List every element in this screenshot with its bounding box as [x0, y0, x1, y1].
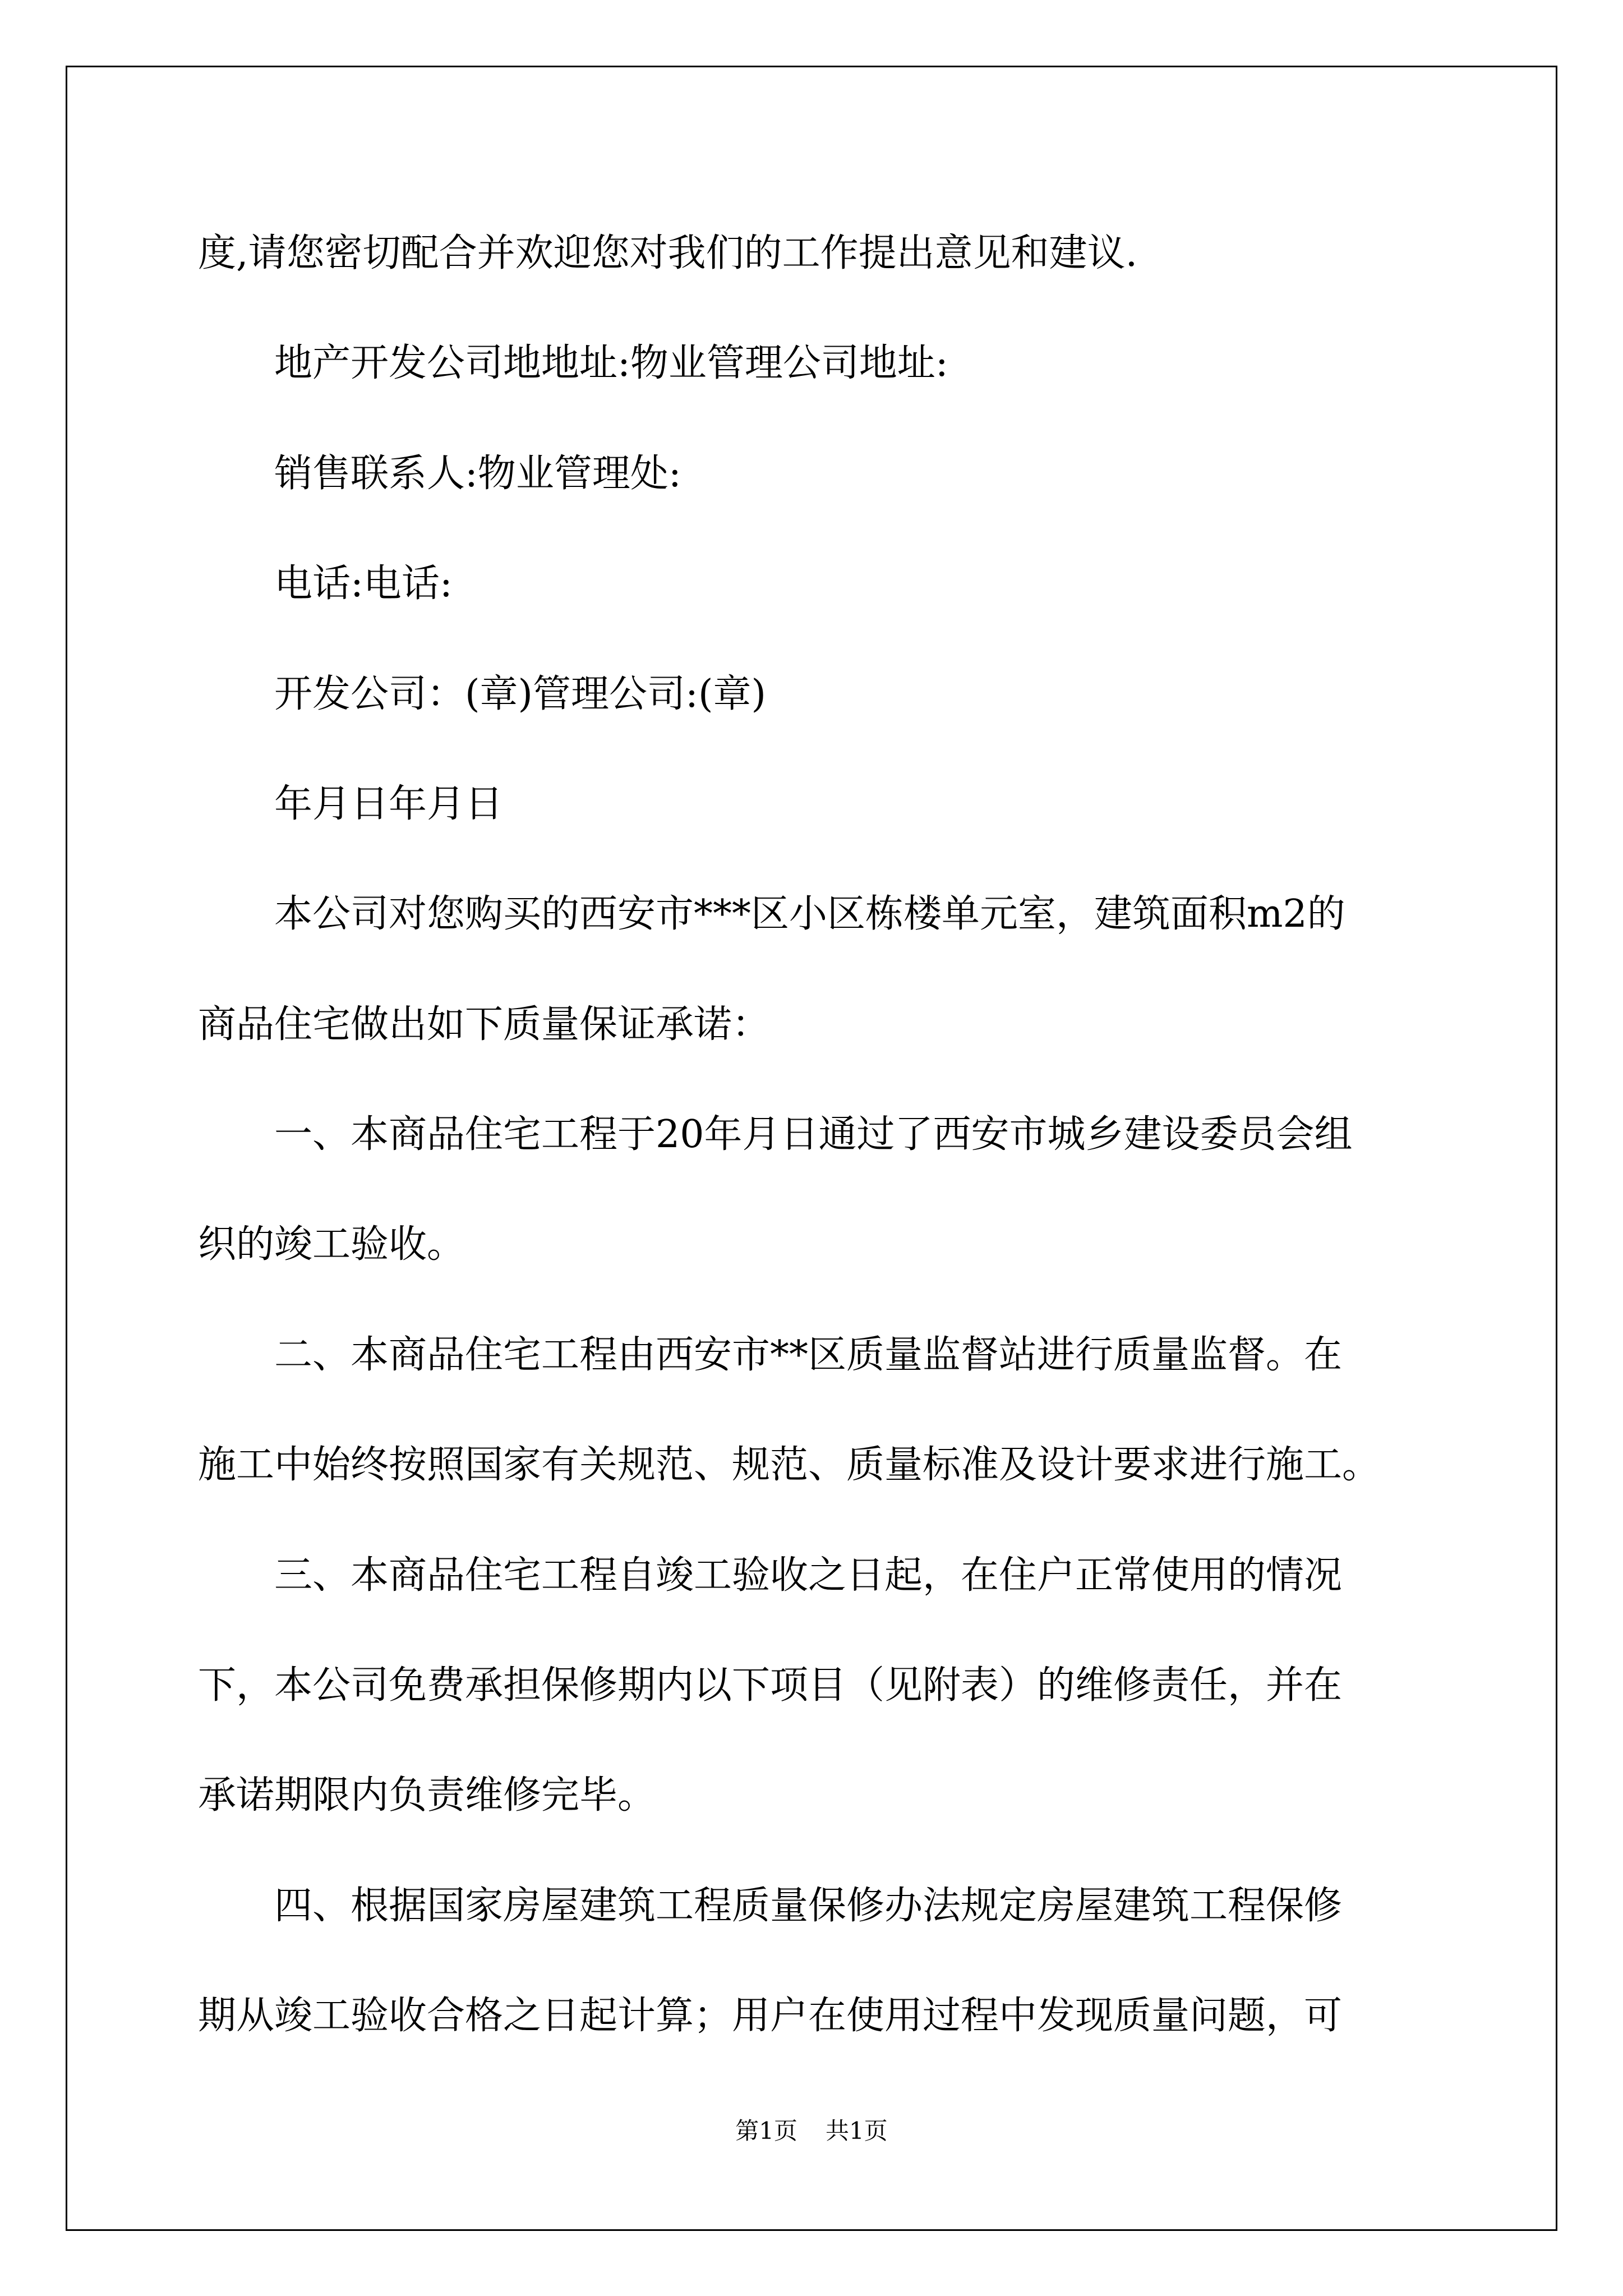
- text-line: 四、根据国家房屋建筑工程质量保修办法规定房屋建筑工程保修: [198, 1884, 1343, 1928]
- text-line: 年月日年月日: [198, 782, 504, 826]
- page-footer: [0, 2119, 1623, 2143]
- page-number: 第1页: [735, 2117, 797, 2145]
- text-line: 承诺期限内负责维修完毕。: [198, 1773, 656, 1818]
- text-line: 二、本商品住宅工程由西安市**区质量监督站进行质量监督。在: [198, 1333, 1343, 1377]
- text-line: 开发公司：(章)管理公司:(章): [198, 672, 767, 716]
- text-line: 商品住宅做出如下质量保证承诺：: [198, 1002, 771, 1047]
- text-line: 销售联系人:物业管理处:: [198, 452, 681, 496]
- text-line: 本公司对您购买的西安市***区小区栋楼单元室，建筑面积m2的: [198, 892, 1345, 936]
- text-line: 地产开发公司地地址:物业管理公司地址:: [198, 341, 948, 385]
- text-line: 施工中始终按照国家有关规范、规范、质量标准及设计要求进行施工。: [198, 1443, 1381, 1487]
- page-total: 共1页: [826, 2117, 888, 2145]
- text-line: 度,请您密切配合并欢迎您对我们的工作提出意见和建议.: [198, 231, 1138, 275]
- text-line: 期从竣工验收合格之日起计算；用户在使用过程中发现质量问题，可: [198, 1994, 1343, 2038]
- text-line: 下，本公司免费承担保修期内以下项目（见附表）的维修责任，并在: [198, 1663, 1343, 1708]
- text-line: 织的竣工验收。: [198, 1222, 465, 1267]
- text-line: 电话:电话:: [198, 562, 453, 606]
- text-line: 一、本商品住宅工程于20年月日通过了西安市城乡建设委员会组: [198, 1112, 1353, 1157]
- text-line: 三、本商品住宅工程自竣工验收之日起，在住户正常使用的情况: [198, 1553, 1343, 1598]
